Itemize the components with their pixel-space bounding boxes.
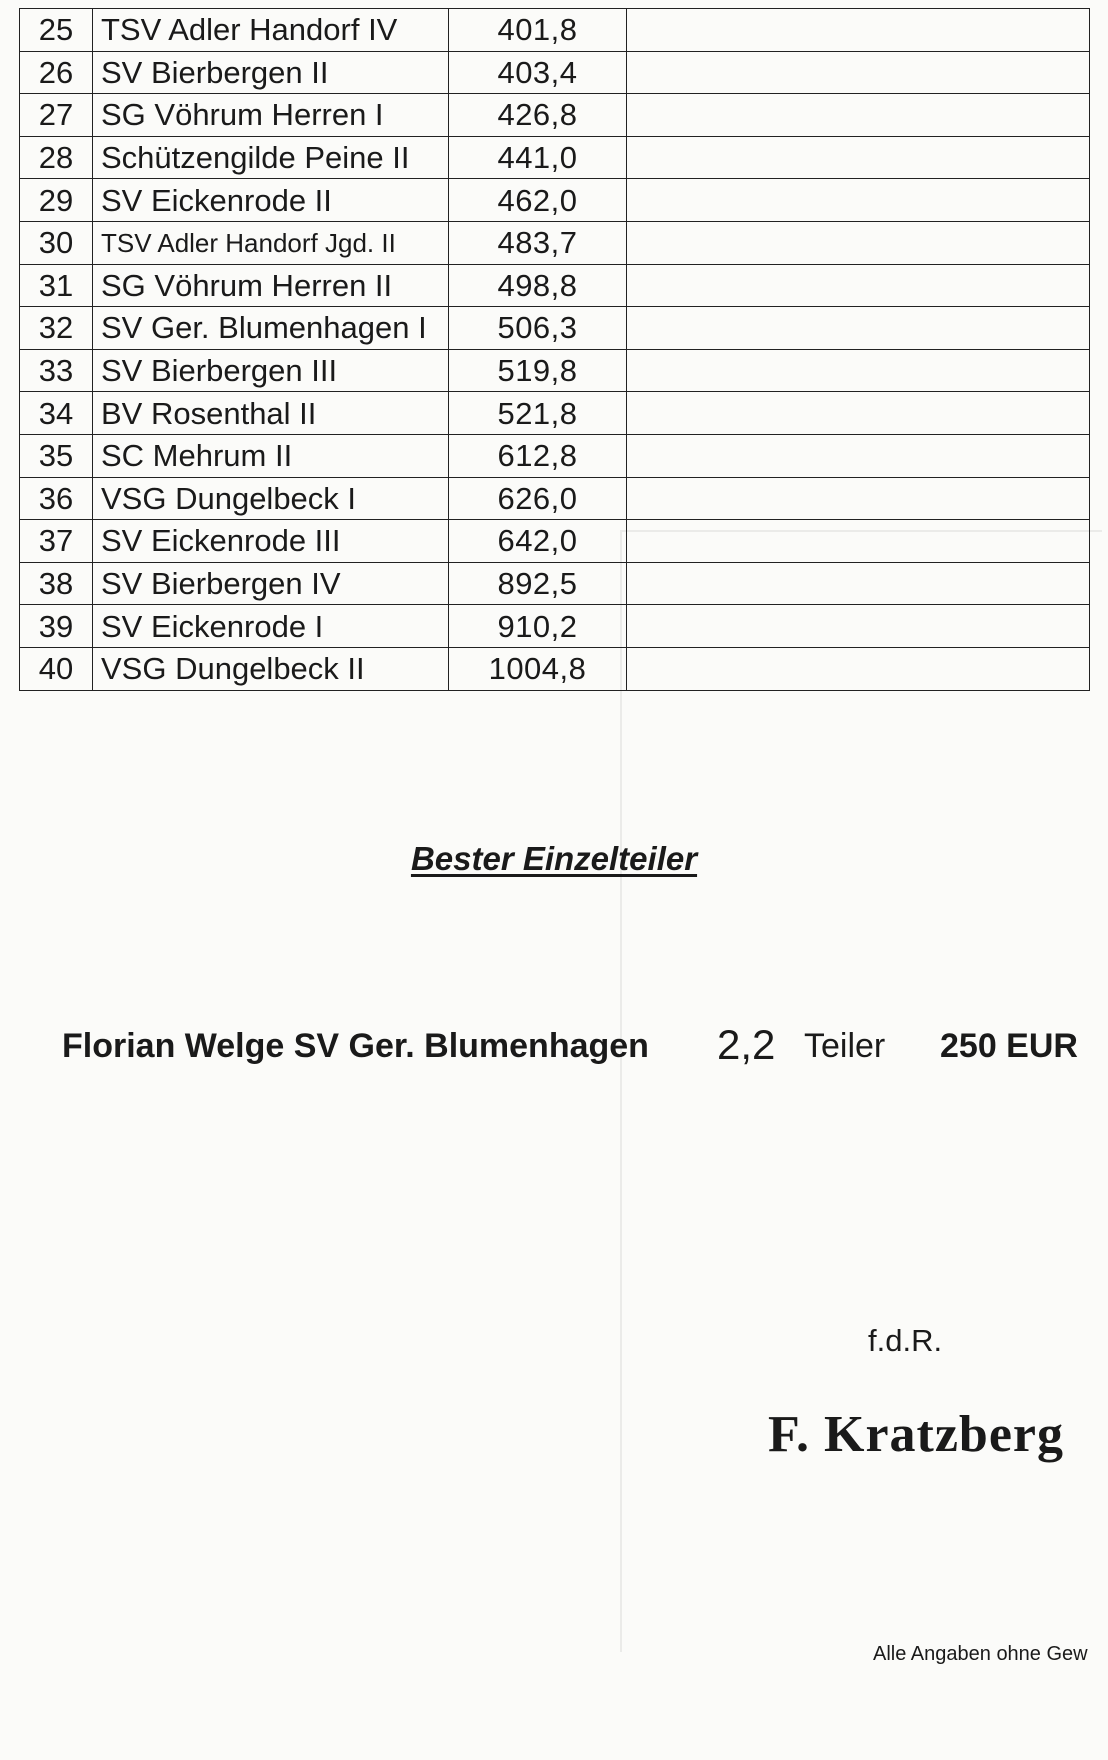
score-cell: 506,3 [449,307,627,350]
empty-cell [627,349,1090,392]
score-cell: 626,0 [449,477,627,520]
empty-cell [627,307,1090,350]
table-row [20,605,1090,648]
score-cell: 519,8 [449,349,627,392]
score-cell: 892,5 [449,562,627,605]
team-cell: SV Bierbergen IV [93,562,449,605]
rank-cell: 29 [20,179,93,222]
table-row [20,264,1090,307]
best-single-heading: Bester Einzelteiler [410,840,698,877]
rank-cell: 33 [20,349,93,392]
table-row [20,392,1090,435]
rank-cell: 36 [20,477,93,520]
table-row [20,179,1090,222]
team-cell: VSG Dungelbeck II [93,647,449,690]
team-cell: Schützengilde Peine II [93,136,449,179]
table-row [20,51,1090,94]
score-cell: 910,2 [449,605,627,648]
score-cell: 498,8 [449,264,627,307]
empty-cell [627,392,1090,435]
team-cell: SV Bierbergen III [93,349,449,392]
empty-cell [627,647,1090,690]
rank-cell: 40 [20,647,93,690]
rank-cell: 37 [20,520,93,563]
table-row [20,562,1090,605]
winner-value: 2,2 [717,1021,776,1068]
empty-cell [627,605,1090,648]
table-row [20,647,1090,690]
team-cell: TSV Adler Handorf IV [93,9,449,52]
team-cell: TSV Adler Handorf Jgd. II [93,221,449,264]
empty-cell [627,94,1090,137]
winner-prize: 250 EUR [940,1027,1078,1065]
team-cell: SV Ger. Blumenhagen I [93,307,449,350]
rank-cell: 38 [20,562,93,605]
rank-cell: 32 [20,307,93,350]
empty-cell [627,434,1090,477]
rank-cell: 30 [20,221,93,264]
rank-cell: 25 [20,9,93,52]
empty-cell [627,136,1090,179]
score-cell: 462,0 [449,179,627,222]
score-cell: 612,8 [449,434,627,477]
empty-cell [627,477,1090,520]
winner-name: Florian Welge SV Ger. Blumenhagen [62,1027,649,1065]
rank-cell: 28 [20,136,93,179]
disclaimer: Alle Angaben ohne Gew [873,1643,1088,1665]
table-row [20,349,1090,392]
table-row [20,9,1090,52]
table-row [20,520,1090,563]
rank-cell: 34 [20,392,93,435]
team-cell: SG Vöhrum Herren II [93,264,449,307]
rank-cell: 27 [20,94,93,137]
score-cell: 483,7 [449,221,627,264]
rank-cell: 39 [20,605,93,648]
reverse-page-show-through [620,530,1102,1652]
table-row [20,307,1090,350]
empty-cell [627,51,1090,94]
table-row [20,94,1090,137]
empty-cell [627,221,1090,264]
score-cell: 401,8 [449,9,627,52]
score-cell: 426,8 [449,94,627,137]
table-row [20,221,1090,264]
team-cell: VSG Dungelbeck I [93,477,449,520]
results-table-body [20,9,1090,691]
team-cell: BV Rosenthal II [93,392,449,435]
empty-cell [627,264,1090,307]
rank-cell: 31 [20,264,93,307]
score-cell: 403,4 [449,51,627,94]
rank-cell: 26 [20,51,93,94]
empty-cell [627,520,1090,563]
best-single-winner-line [62,1021,1102,1069]
rank-cell: 35 [20,434,93,477]
team-cell: SV Eickenrode II [93,179,449,222]
empty-cell [627,9,1090,52]
score-cell: 1004,8 [449,647,627,690]
score-cell: 642,0 [449,520,627,563]
score-cell: 441,0 [449,136,627,179]
team-cell: SG Vöhrum Herren I [93,94,449,137]
results-table [19,8,1090,691]
table-row [20,434,1090,477]
team-cell: SV Bierbergen II [93,51,449,94]
table-row [20,136,1090,179]
team-cell: SC Mehrum II [93,434,449,477]
empty-cell [627,179,1090,222]
table-row [20,477,1090,520]
winner-unit: Teiler [804,1027,886,1065]
score-cell: 521,8 [449,392,627,435]
team-cell: SV Eickenrode III [93,520,449,563]
empty-cell [627,562,1090,605]
fdr-note: f.d.R. [868,1323,943,1358]
signature: F. Kratzberg [768,1406,1064,1463]
team-cell: SV Eickenrode I [93,605,449,648]
